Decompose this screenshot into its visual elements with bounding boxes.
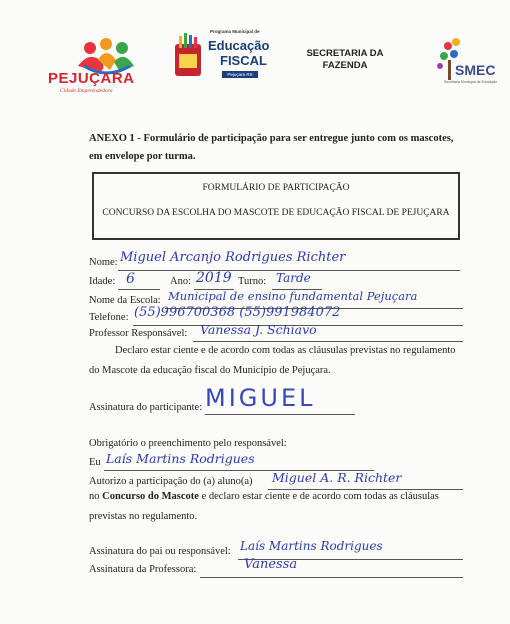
concurso-paragraph [89, 487, 474, 527]
eu-value: Laís Martins Rodrigues [106, 451, 255, 466]
idade-line [118, 289, 160, 290]
assinatura-participante-line [205, 414, 355, 415]
secretaria-line1: SECRETARIA DA [306, 48, 384, 59]
obrigatorio-note: Obrigatório o preenchimento pelo responsável: [89, 438, 287, 449]
annex-line1: ANEXO 1 - Formulário de participação para ser entregue junto com os mascotes, [89, 133, 454, 144]
form-subtitle: CONCURSO DA ESCOLHA DO MASCOTE DE EDUCAÇÃO FISCAL DE PEJUÇARA [102, 208, 450, 218]
telefone-label: Telefone: [89, 312, 129, 323]
secretaria-line2: FAZENDA [322, 60, 368, 71]
telefone-value: (55)996700368 (55)991984072 [134, 305, 341, 320]
escola-label: Nome da Escola: [89, 295, 161, 306]
declaro-paragraph [89, 341, 469, 381]
concurso-line2: previstas no regulamento. [89, 511, 198, 522]
annex-line2: em envelope por turma. [89, 151, 196, 162]
educacao-word: Educação [208, 38, 270, 53]
turno-value: Tarde [276, 271, 311, 285]
declaro-line1: Declaro estar ciente e de acordo com todas as cláusulas previstas no regulamento [115, 345, 456, 356]
pejucara-name: PEJUÇARA [48, 70, 135, 87]
autorizo-value: Miguel A. R. Richter [272, 470, 402, 485]
concurso-line1 [89, 487, 474, 507]
assinatura-professora-label: Assinatura da Professora: [89, 564, 197, 575]
autorizo-label: Autorizo a participação do (a) aluno(a) [89, 476, 253, 487]
assinatura-pai-label: Assinatura do pai ou responsável: [89, 546, 231, 557]
assinatura-participante-value: MIGUEL [205, 384, 316, 412]
nome-label: Nome: [89, 257, 118, 268]
professor-label: Professor Responsável: [89, 328, 188, 339]
program-label: Programa Municipal de [210, 29, 260, 34]
concurso-prefix: no [89, 491, 100, 502]
declaro-line2: do Mascote da educação fiscal do Município de Pejuçara. [89, 365, 331, 376]
assinatura-professora-value: Vanessa [244, 557, 298, 572]
fiscal-word: FISCAL [220, 53, 267, 68]
eu-label: Eu [89, 457, 101, 468]
idade-label: Idade: [89, 276, 116, 287]
idade-value: 6 [126, 271, 135, 287]
secretaria-heading [290, 48, 400, 72]
assinatura-professora-line [200, 577, 463, 578]
smec-subtitle: Secretaria Municipal de Educação [444, 80, 498, 84]
nome-value: Miguel Arcanjo Rodrigues Richter [120, 250, 346, 265]
form-title: FORMULÁRIO DE PARTICIPAÇÃO [202, 183, 350, 193]
concurso-bold: Concurso do Mascote [102, 491, 199, 502]
pejucara-tagline: Cidade Empreendedora [60, 88, 113, 94]
smec-name: SMEC [455, 62, 496, 78]
concurso-suffix: e declaro estar ciente e de acordo com todas as cláusulas [201, 491, 439, 502]
ano-value: 2019 [196, 270, 232, 286]
turno-label: Turno: [238, 276, 267, 287]
annex-heading [89, 130, 469, 166]
professor-value: Vanessa J. Schiavo [200, 322, 317, 337]
ano-label: Ano: [170, 276, 191, 287]
escola-value: Municipal de ensino fundamental Pejuçara [168, 289, 418, 303]
assinatura-pai-value: Laís Martins Rodrigues [240, 539, 383, 553]
assinatura-participante-label: Assinatura do participante: [89, 402, 203, 413]
program-city: Pejuçara RS [222, 71, 258, 78]
